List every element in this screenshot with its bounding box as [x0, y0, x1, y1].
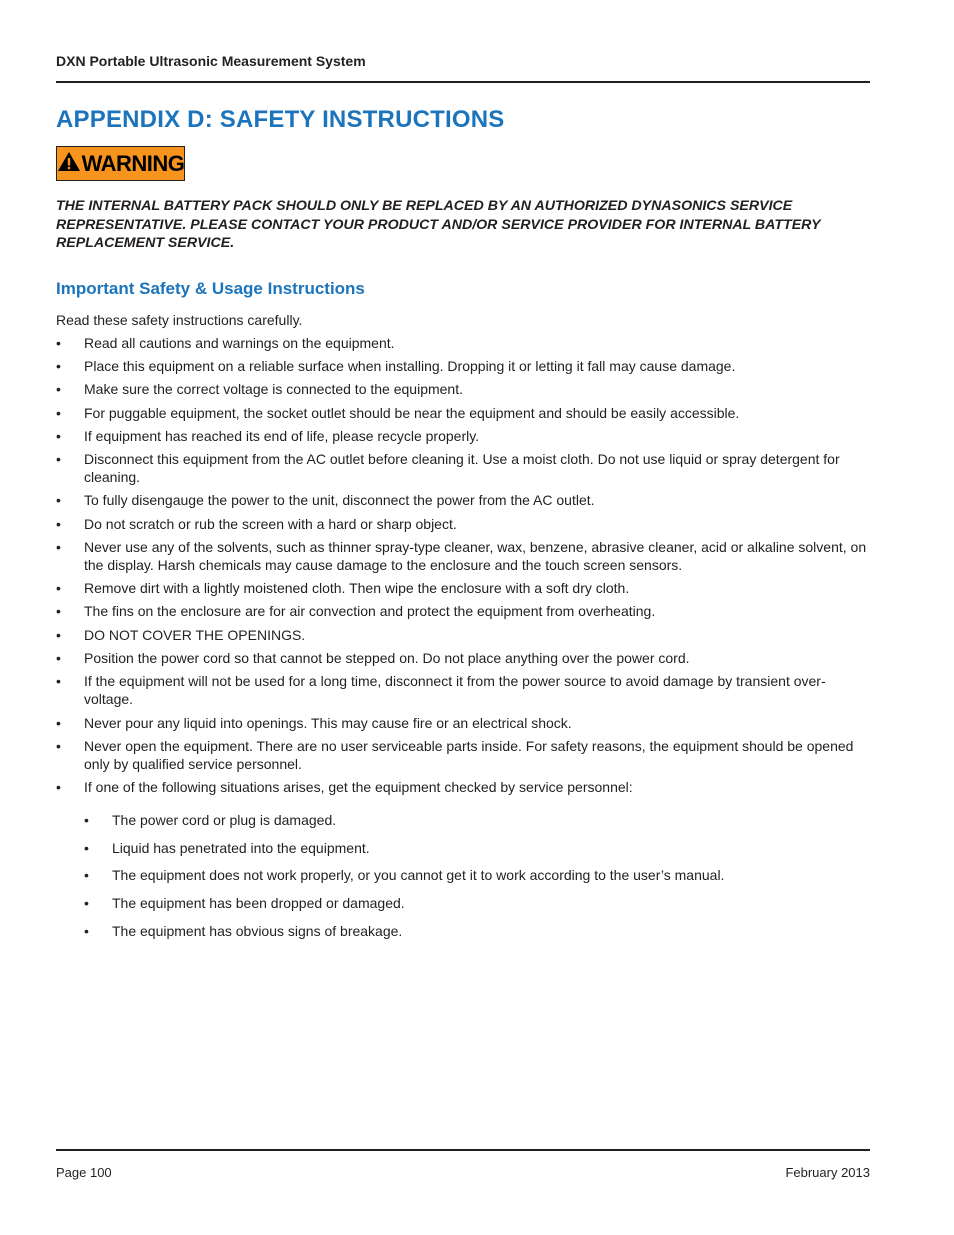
bullet-dot: •: [56, 714, 61, 731]
list-item: [84, 866, 844, 884]
bullet-dot: •: [56, 649, 61, 666]
section-heading: Important Safety & Usage Instructions: [56, 279, 365, 298]
list-item: [56, 672, 870, 709]
list-item-text: To fully disengauge the power to the unit, disconnect the power from the AC outlet.: [84, 492, 595, 509]
warning-text: THE INTERNAL BATTERY PACK SHOULD ONLY BE REPLACED BY AN AUTHORIZED DYNASONICS SERVICE REPRESENTATIVE. PLEASE CONTACT YOUR PRODUCT AND/OR SERVICE PROVIDER FOR INTERNAL BATTERY REPLACEMENT SERVICE.: [56, 198, 821, 251]
list-item-text: Read all cautions and warnings on the equipment.: [84, 335, 395, 351]
list-item-text: Place this equipment on a reliable surface when installing. Dropping it or letting it fall may cause damage.: [84, 358, 736, 375]
list-item: [56, 602, 870, 620]
list-item-text: Never open the equipment. There are no user serviceable parts inside. For safety reasons, the equipment should be opened only by qualified service personnel.: [84, 737, 854, 772]
bullet-dot: •: [84, 812, 89, 828]
list-item: [56, 778, 870, 796]
warning-triangle-icon: [57, 151, 82, 177]
bullet-dot: •: [56, 450, 61, 467]
list-item: [84, 922, 844, 940]
list-item-text: The equipment has obvious signs of breakage.: [112, 922, 403, 939]
list-item-text: DO NOT COVER THE OPENINGS.: [84, 626, 306, 643]
list-item: [56, 649, 870, 667]
bullet-dot: •: [56, 603, 61, 620]
safety-instructions-list: [56, 334, 870, 801]
bullet-dot: •: [56, 515, 61, 532]
list-item: [56, 334, 870, 352]
bullet-dot: •: [56, 381, 61, 398]
list-item: [84, 839, 844, 857]
bullet-dot: •: [56, 427, 61, 444]
bullet-dot: •: [84, 895, 89, 912]
list-item: [84, 811, 844, 829]
list-item-text: Liquid has penetrated into the equipment.: [112, 839, 370, 856]
document-header-title: DXN Portable Ultrasonic Measurement System: [56, 53, 366, 69]
service-situations-list: [84, 811, 844, 949]
publication-date: February 2013: [785, 1165, 870, 1180]
list-item-text: If one of the following situations arises, get the equipment checked by service personnel:: [84, 779, 633, 796]
list-item-text: Do not scratch or rub the screen with a hard or sharp object.: [84, 515, 457, 532]
list-item-text: The power cord or plug is damaged.: [112, 812, 337, 828]
list-item: [56, 714, 870, 732]
list-item: [56, 579, 870, 597]
bullet-dot: •: [56, 580, 61, 597]
list-item-text: The fins on the enclosure are for air convection and protect the equipment from overheating.: [84, 603, 656, 620]
list-item-text: The equipment has been dropped or damaged.: [112, 895, 405, 912]
list-item-text: Never pour any liquid into openings. This may cause fire or an electrical shock.: [84, 714, 572, 731]
header-divider: [56, 81, 870, 83]
bullet-dot: •: [56, 626, 61, 643]
list-item-text: Remove dirt with a lightly moistened cloth. Then wipe the enclosure with a soft dry cloth.: [84, 580, 630, 597]
bullet-dot: •: [56, 492, 61, 509]
list-item: [56, 626, 870, 644]
list-item-text: Make sure the correct voltage is connected to the equipment.: [84, 381, 463, 398]
list-item: [56, 404, 870, 422]
list-item-text: Disconnect this equipment from the AC outlet before cleaning it. Use a moist cloth. Do not use liquid or spray detergent for cleaning.: [84, 450, 840, 486]
list-item: [56, 450, 870, 487]
list-item: [84, 894, 844, 912]
warning-label: WARNING: [81, 150, 185, 176]
bullet-dot: •: [84, 839, 89, 856]
list-item-text: Position the power cord so that cannot be stepped on. Do not place anything over the power cord.: [84, 649, 690, 666]
bullet-dot: •: [56, 779, 61, 796]
list-item-text: If equipment has reached its end of life, please recycle properly.: [84, 427, 480, 444]
page-title: APPENDIX D: SAFETY INSTRUCTIONS: [56, 106, 505, 133]
warning-badge: [56, 146, 185, 181]
intro-text: Read these safety instructions carefully.: [56, 312, 303, 328]
footer-divider: [56, 1149, 870, 1151]
bullet-dot: •: [56, 737, 61, 754]
list-item: [56, 380, 870, 398]
list-item-text: The equipment does not work properly, or you cannot get it to work according to the user’s manual.: [112, 867, 725, 884]
list-item: [56, 515, 870, 533]
list-item-text: For puggable equipment, the socket outlet should be near the equipment and should be easily accessible.: [84, 404, 740, 421]
bullet-dot: •: [56, 358, 61, 375]
bullet-dot: •: [56, 404, 61, 421]
bullet-dot: •: [56, 673, 61, 690]
bullet-dot: •: [56, 538, 61, 555]
bullet-dot: •: [56, 335, 61, 351]
list-item: [56, 427, 870, 445]
bullet-dot: •: [84, 867, 89, 884]
bullet-dot: •: [84, 922, 89, 939]
page-number: Page 100: [56, 1165, 112, 1180]
list-item: [56, 538, 870, 575]
list-item: [56, 737, 870, 774]
list-item-text: Never use any of the solvents, such as thinner spray-type cleaner, wax, benzene, abrasive cleaner, acid or alkaline solvent, on the display. Harsh chemicals may cause damage to the enclosure and the touch screen sensors.: [84, 538, 867, 574]
list-item-text: If the equipment will not be used for a long time, disconnect it from the power source to avoid damage by transient over-voltage.: [84, 673, 826, 708]
list-item: [56, 491, 870, 509]
list-item: [56, 357, 870, 375]
